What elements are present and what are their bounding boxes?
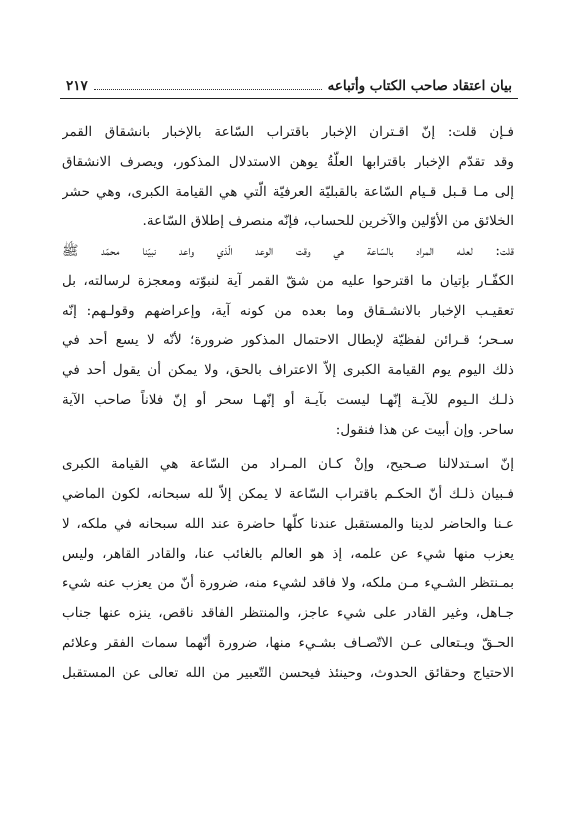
body-line: الاحتياج وحقائق الحدوث، وحينئذ فيحسن التّعبير من الله تعالى عن المستقبل — [62, 664, 514, 681]
running-header — [66, 74, 512, 94]
body-line: إنّ اسـتدلالنا صـحيح، وإنْ كـان المـراد من السّاعة هي القيامة الكبرى — [62, 456, 514, 473]
body-line: سـحر؛ قـرائن لفظيّة لإبطال الاحتمال المذكور ضرورة؛ لأنّه لا يسع أحد في — [62, 332, 514, 349]
body-line: جـاهل، وغير القادر على شيء عاجز، والمنتظر الفاقد ناقص، ينزه عنها جناب — [62, 605, 514, 621]
page-number: ٢١٧ — [66, 78, 88, 94]
page-body — [62, 118, 514, 688]
body-line: عـنا والحاضر لدينا والمستقبل عندنا كلّها حاضرة عند الله سبحانه في ملكه، لا — [62, 515, 514, 532]
body-line: فـبيان ذلـك أنّ الحكـم باقتراب السّاعة لا يمكن إلاّ لله سبحانه، لكون الماضي — [62, 486, 514, 502]
body-line: بمـنتظر الشـيء مـن ملكه، ولا فاقد لشيء منه، ضرورة أنّ من يعزب عنه شيء — [62, 575, 514, 592]
header-title: بيان اعتقاد صاحب الكتاب وأتباعه — [327, 78, 512, 94]
body-line: فـإن قلت: إنّ اقـتران الإخبار باقتراب السّاعة بالإخبار بانشقاق القمر — [62, 124, 514, 140]
body-line: ذلك اليوم يوم القيامة الكبرى إلاّ الاعتراف بالحق، ولا يمكن أن يقول أحد في — [62, 362, 514, 378]
body-line: الخلائق من الأوّلين والآخرين للحساب، فإنّه منصرف إطلاق السّاعة. — [142, 213, 514, 230]
body-line: قلت: لعلـه المراد بالسّاعة هي وقت الوعد الّذي واعد نبيّنا محمّد ﷺ — [62, 243, 514, 259]
header-dot-leader — [94, 89, 322, 90]
body-line: ساحر. وإن أبيت عن هذا فنقول: — [335, 421, 514, 438]
body-line: إلى مـا قـبل قـيام السّاعة بالقبليّة العرفيّة الّتي هي القيامة الكبرى، وهي حشر — [62, 183, 514, 200]
header-rule — [60, 98, 518, 99]
body-line: تعقيـب الإخبار بالانشـقاق وما بعده من كونه آية، وإعراضهم وقولـهم: إنّه — [62, 302, 514, 319]
body-line: يعزب منها شيء عن علمه، إذ هو العالم بالغائب عنا، والقادر القاهر، وليس — [62, 545, 514, 562]
body-line: الحـقّ ويـتعالى عـن الاتّصـاف بشـيء منها، ضرورة أنّهما سمات الفقر وعلائم — [62, 634, 514, 651]
body-line: ذلـك الـيوم للآيـة إنّهـا ليست بآيـة أو إنّهـا سحر أو إنّ فلاناً صاحب الآية — [62, 391, 514, 408]
body-line: وقد تقدّم الإخبار باقترابها العلّةُ يوهن الاستدلال المذكور، ويصرف الانشقاق — [62, 153, 514, 170]
body-line: الكفّـار بإتيان ما اقترحوا عليه من شقّ القمر آية لنبوّته ومعجزة لرسالته، بل — [62, 272, 514, 289]
